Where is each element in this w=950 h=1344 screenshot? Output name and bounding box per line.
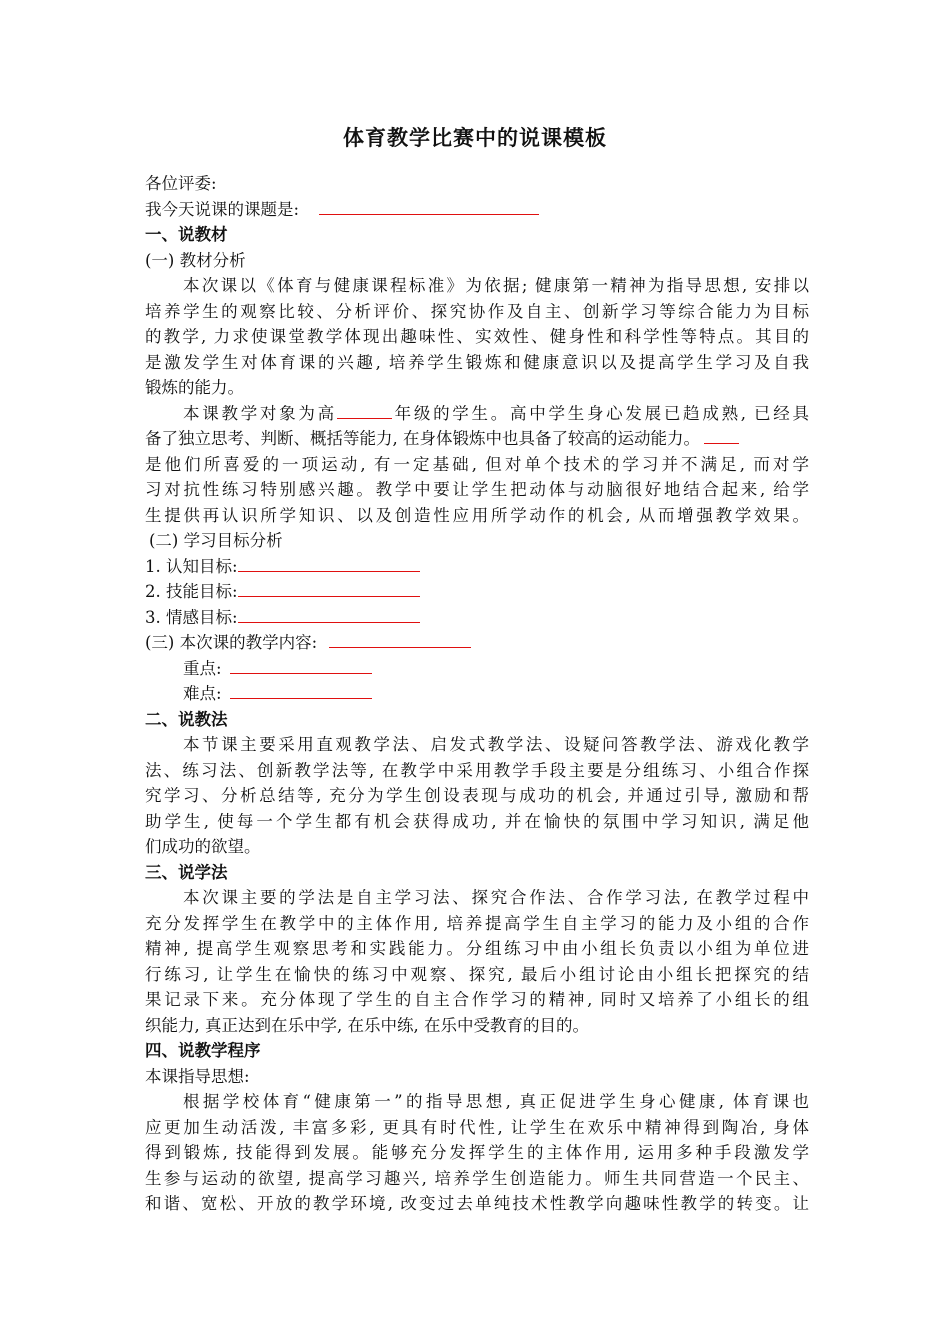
goal-label: 3. 情感目标: xyxy=(145,607,238,627)
students-text-a: 本课教学对象为高 xyxy=(183,403,337,423)
paragraph-students xyxy=(145,452,809,529)
paragraph-line: 培养学生的观察比较、分析评价、探究协作及自主、创新学习等综合能力为目标 xyxy=(145,301,809,321)
section-heading-teaching-method: 二、说教法 xyxy=(145,709,228,729)
difficult-point-label: 难点: xyxy=(183,684,222,703)
paragraph-line: 织能力, 真正达到在乐中学, 在乐中练, 在乐中受教育的目的。 xyxy=(145,1015,589,1035)
paragraph-line: 充分发挥学生在教学中的主体作用, 培养提高学生自主学习的能力及小组的合作 xyxy=(145,913,809,933)
paragraph-line: 法、练习法、创新教学法等, 在教学中采用教学手段主要是分组练习、小组合作探 xyxy=(145,760,809,780)
section-heading-textbook: 一、说教材 xyxy=(145,225,228,244)
document-title: 体育教学比赛中的说课模板 xyxy=(343,126,607,150)
paragraph-learning-method xyxy=(145,885,809,1038)
paragraph-line: 果记录下来。充分体现了学生的自主合作学习的精神, 同时又培养了小组长的组 xyxy=(145,990,809,1009)
key-point xyxy=(145,656,809,682)
paragraph-line: 本次课以《体育与健康课程标准》为依据; 健康第一精神为指导思想, 安排以 xyxy=(183,276,809,295)
paragraph-line: 得到锻炼, 技能得到发展。能够充分发挥学生的主体作用, 运用多种手段激发学 xyxy=(145,1143,809,1162)
paragraph-textbook-analysis xyxy=(145,273,809,401)
document-body xyxy=(145,171,809,1217)
key-point-label: 重点: xyxy=(183,658,222,678)
greeting: 各位评委: xyxy=(145,174,217,193)
teaching-content-blank[interactable] xyxy=(329,631,471,648)
paragraph-line xyxy=(145,426,809,452)
section-heading-procedure: 四、说教学程序 xyxy=(145,1041,261,1060)
key-point-blank[interactable] xyxy=(230,657,372,674)
teaching-content xyxy=(145,630,809,656)
goal-cognitive xyxy=(145,554,809,580)
teaching-content-label: (三) 本次课的教学内容: xyxy=(145,633,318,652)
paragraph-line: 们成功的欲望。 xyxy=(145,837,261,856)
topic-line xyxy=(145,197,809,223)
students-text-c: 备了独立思考、判断、概括等能力, 在身体锻炼中也具备了较高的运动能力。 xyxy=(145,429,700,448)
topic-label: 我今天说课的课题是: xyxy=(145,199,300,219)
paragraph-line xyxy=(145,401,809,427)
goal-label: 2. 技能目标: xyxy=(145,582,238,601)
paragraph-line: 生参与运动的欲望, 提高学习趣兴, 培养学生创造能力。师生共同营造一个民主、 xyxy=(145,1168,809,1188)
paragraph-line: 究学习、分析总结等, 充分为学生创设表现与成功的机会, 并通过引导, 激励和帮 xyxy=(145,786,809,805)
paragraph-line: 锻炼的能力。 xyxy=(145,378,244,397)
paragraph-line: 本节课主要采用直观教学法、启发式教学法、设疑问答教学法、游戏化教学 xyxy=(183,735,809,754)
paragraph-guiding-thought xyxy=(145,1089,809,1217)
difficult-point xyxy=(145,681,809,707)
goal-blank[interactable] xyxy=(238,606,420,623)
goal-emotion xyxy=(145,605,809,631)
goal-blank[interactable] xyxy=(238,580,420,597)
paragraph-line: 本次课主要的学法是自主学习法、探究合作法、合作学习法, 在教学过程中 xyxy=(183,888,809,907)
paragraph-line: 助学生, 使每一个学生都有机会获得成功, 并在愉快的氛围中学习知识, 满足他 xyxy=(145,811,809,831)
paragraph-line: 是他们所喜爱的一项运动, 有一定基础, 但对单个技术的学习并不满足, 而对学 xyxy=(145,454,809,474)
paragraph-line: 习对抗性练习特别感兴趣。教学中要让学生把动体与动脑很好地结合起来, 给学 xyxy=(145,480,809,499)
paragraph-line: 和谐、宽松、开放的教学环境, 改变过去单纯技术性教学向趣味性教学的转变。让 xyxy=(145,1194,809,1213)
sport-item-blank[interactable] xyxy=(704,427,739,444)
paragraph-line: 精神, 提高学生观察思考和实践能力。分组练习中由小组长负责以小组为单位进 xyxy=(145,939,809,958)
section-heading-learning-method: 三、说学法 xyxy=(145,862,228,882)
difficult-point-blank[interactable] xyxy=(230,682,372,699)
paragraph-teaching-method xyxy=(145,732,809,860)
grade-blank[interactable] xyxy=(337,402,392,419)
paragraph-line: 行练习, 让学生在愉快的练习中观察、探究, 最后小组讨论由小组长把探究的结 xyxy=(145,964,809,984)
paragraph-line: 根据学校体育“健康第一”的指导思想, 真正促进学生身心健康, 体育课也 xyxy=(183,1092,809,1111)
subheading-textbook-analysis: (一) 教材分析 xyxy=(145,250,246,270)
topic-blank[interactable] xyxy=(319,198,539,215)
goal-label: 1. 认知目标: xyxy=(145,556,238,576)
paragraph-line: 的教学, 力求使课堂教学体现出趣味性、实效性、健身性和科学性等特点。其目的 xyxy=(145,327,809,346)
goal-blank[interactable] xyxy=(238,555,420,572)
subheading-learning-goals: (二) 学习目标分析 xyxy=(149,531,283,550)
guiding-thought-label: 本课指导思想: xyxy=(145,1066,250,1086)
students-text-b: 年级的学生。高中学生身心发展已趋成熟, 已经具 xyxy=(391,403,809,423)
paragraph-line: 生提供再认识所学知识、以及创造性应用所学动作的机会, 从而增强教学效果。 xyxy=(145,505,809,525)
goal-skill xyxy=(145,579,809,605)
paragraph-line: 是激发学生对体育课的兴趣, 培养学生锻炼和健康意识以及提高学生学习及自我 xyxy=(145,352,809,372)
paragraph-line: 应更加生动活泼, 丰富多彩, 更具有时代性, 让学生在欢乐中精神得到陶冶, 身体 xyxy=(145,1117,809,1137)
